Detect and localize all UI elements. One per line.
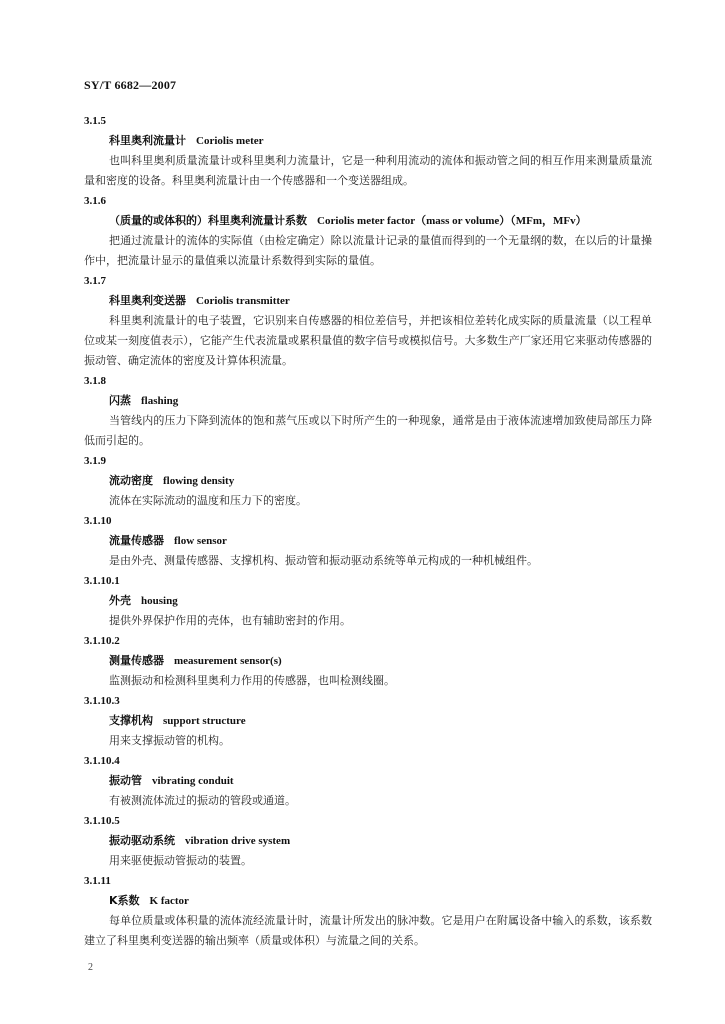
term-english: Coriolis transmitter (196, 295, 290, 307)
term-entry (84, 111, 652, 191)
term-heading (84, 711, 652, 731)
term-english: flowing density (163, 475, 235, 487)
clause-number: 3.1.8 (84, 375, 106, 387)
term-heading (84, 531, 652, 551)
clause-number: 3.1.5 (84, 115, 106, 127)
clause-number: 3.1.10.5 (84, 815, 120, 827)
term-heading (84, 471, 652, 491)
term-english: flow sensor (174, 535, 227, 547)
clause-number: 3.1.10.3 (84, 695, 120, 707)
term-chinese: 外壳 (109, 594, 131, 607)
term-entry (84, 571, 652, 631)
term-definition: 也叫科里奥利质量流量计或科里奥利力流量计，它是一种利用流动的流体和振动管之间的相互作用来测量质量流量和密度的设备。科里奥利流量计由一个传感器和一个变送器组成。 (84, 154, 652, 187)
term-chinese: 科里奥利变送器 (109, 294, 186, 307)
term-definition: 用来驱使振动管振动的装置。 (109, 854, 252, 867)
term-english: vibration drive system (185, 835, 291, 847)
term-definition: 用来支撑振动管的机构。 (109, 734, 230, 747)
term-entry (84, 811, 652, 871)
term-chinese: 科里奥利流量计 (109, 134, 186, 147)
term-chinese: K系数 (109, 894, 140, 907)
term-definition: 当管线内的压力下降到流体的饱和蒸气压或以下时所产生的一种现象，通常是由于液体流速增加致使局部压力降低而引起的。 (84, 414, 652, 447)
term-definition: 把通过流量计的流体的实际值（由检定确定）除以流量计记录的量值而得到的一个无量纲的数，在以后的计量操作中，把流量计显示的量值乘以流量计系数得到实际的量值。 (84, 234, 652, 267)
term-chinese: 振动管 (109, 774, 142, 787)
term-definition: 每单位质量或体积量的流体流经流量计时，流量计所发出的脉冲数。它是用户在附属设备中输入的系数，该系数建立了科里奥利变送器的输出频率（质量或体积）与流量之间的关系。 (84, 914, 652, 947)
term-definition: 是由外壳、测量传感器、支撑机构、振动管和振动驱动系统等单元构成的一种机械组件。 (109, 554, 538, 567)
term-heading (84, 391, 652, 411)
term-chinese: 流动密度 (109, 474, 153, 487)
term-english: support structure (163, 715, 246, 727)
clause-number: 3.1.10.1 (84, 575, 120, 587)
term-heading (84, 831, 652, 851)
term-english: Coriolis meter factor（mass or volume）（MFm，MFv） (317, 215, 587, 227)
page-number: 2 (88, 962, 93, 973)
clause-number: 3.1.6 (84, 195, 106, 207)
term-definition: 科里奥利流量计的电子装置，它识别来自传感器的相位差信号，并把该相位差转化成实际的质量流量（以工程单位或某一刻度值表示），它能产生代表流量或累积量值的数字信号或模拟信号。大多数生产厂家还用它来驱动传感器的振动管、确定流体的密度及计算体积流量。 (84, 314, 652, 367)
term-chinese: （质量的或体积的）科里奥利流量计系数 (109, 214, 307, 227)
term-entry (84, 631, 652, 691)
term-entry (84, 451, 652, 511)
clause-number: 3.1.10.4 (84, 755, 120, 767)
document-body (84, 111, 652, 951)
term-english: K factor (149, 895, 189, 907)
term-chinese: 测量传感器 (109, 654, 164, 667)
term-definition: 流体在实际流动的温度和压力下的密度。 (109, 494, 307, 507)
term-chinese: 闪蒸 (109, 394, 131, 407)
term-definition: 监测振动和检测科里奥利力作用的传感器，也叫检测线圈。 (109, 674, 395, 687)
term-entry (84, 871, 652, 951)
term-english: flashing (141, 395, 179, 407)
term-heading (84, 651, 652, 671)
standard-code-header: SY/T 6682—2007 (84, 78, 177, 92)
term-entry (84, 511, 652, 571)
term-definition: 有被测流体流过的振动的管段或通道。 (109, 794, 296, 807)
term-heading (84, 591, 652, 611)
term-entry (84, 691, 652, 751)
term-chinese: 支撑机构 (109, 714, 153, 727)
term-english: housing (141, 595, 178, 607)
term-chinese: 振动驱动系统 (109, 834, 175, 847)
term-entry (84, 371, 652, 451)
term-entry (84, 191, 652, 271)
term-heading (84, 291, 652, 311)
term-english: vibrating conduit (152, 775, 234, 787)
term-heading (84, 771, 652, 791)
clause-number: 3.1.7 (84, 275, 106, 287)
term-entry (84, 751, 652, 811)
term-heading (84, 131, 652, 151)
term-definition: 提供外界保护作用的壳体，也有辅助密封的作用。 (109, 614, 351, 627)
clause-number: 3.1.9 (84, 455, 106, 467)
term-entry (84, 271, 652, 371)
term-english: measurement sensor(s) (174, 655, 282, 667)
clause-number: 3.1.11 (84, 875, 111, 887)
term-heading (84, 891, 652, 911)
clause-number: 3.1.10.2 (84, 635, 120, 647)
term-english: Coriolis meter (196, 135, 264, 147)
term-chinese: 流量传感器 (109, 534, 164, 547)
term-heading (84, 211, 652, 231)
clause-number: 3.1.10 (84, 515, 112, 527)
